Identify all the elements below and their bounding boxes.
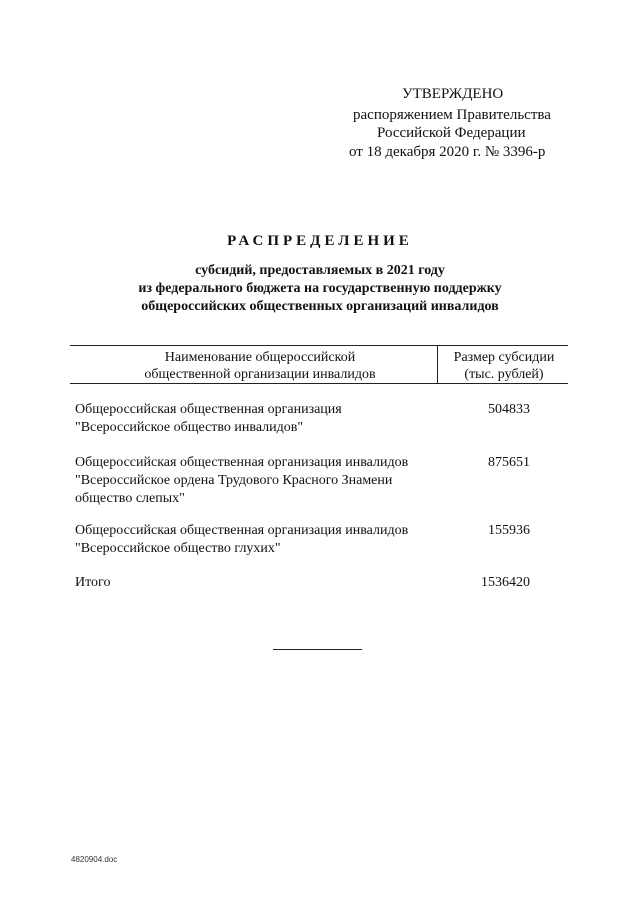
org-line: "Всероссийское общество инвалидов" xyxy=(75,420,304,435)
header-name-line-2: общественной организации инвалидов xyxy=(144,367,376,382)
approval-title: УТВЕРЖДЕНО xyxy=(402,86,504,102)
header-amount-line-2: (тыс. рублей) xyxy=(464,367,544,382)
total-label: Итого xyxy=(75,575,111,590)
document-subtitle xyxy=(0,262,640,316)
organization-name xyxy=(75,454,455,508)
org-line: Общероссийская общественная организация инвалидов xyxy=(75,455,409,470)
organization-name xyxy=(75,522,455,558)
table-header-bottom-rule xyxy=(70,383,568,384)
subsidy-value: 155936 xyxy=(488,523,530,538)
closing-divider xyxy=(273,649,362,650)
subsidy-value: 875651 xyxy=(488,455,530,470)
organization-name xyxy=(75,401,455,437)
header-amount-line-1: Размер субсидии xyxy=(453,350,555,365)
org-line: "Всероссийское ордена Трудового Красного Знамени xyxy=(75,473,393,488)
org-line: общество слепых" xyxy=(75,491,185,506)
org-line: Общероссийская общественная организация xyxy=(75,402,342,417)
table-top-rule xyxy=(70,345,568,346)
header-column-divider xyxy=(437,345,438,383)
approval-date-number: от 18 декабря 2020 г. № 3396-р xyxy=(349,144,546,160)
org-line: Общероссийская общественная организация инвалидов xyxy=(75,523,409,538)
document-title: РАСПРЕДЕЛЕНИЕ xyxy=(227,233,413,249)
org-line: "Всероссийское общество глухих" xyxy=(75,541,281,556)
subtitle-line-2: из федерального бюджета на государственную поддержку xyxy=(138,281,502,296)
header-name-line-1: Наименование общероссийской xyxy=(164,350,356,365)
approval-line-2: распоряжением Правительства xyxy=(353,107,551,123)
subsidy-value: 504833 xyxy=(488,402,530,417)
header-organization-name xyxy=(110,349,410,383)
header-subsidy-amount xyxy=(440,349,568,383)
file-reference: 4820904.doc xyxy=(71,855,118,864)
approval-line-3: Российской Федерации xyxy=(377,125,526,141)
subtitle-line-1: субсидий, предоставляемых в 2021 году xyxy=(195,263,445,278)
total-value: 1536420 xyxy=(481,575,530,590)
subtitle-line-3: общероссийских общественных организаций инвалидов xyxy=(141,299,499,314)
